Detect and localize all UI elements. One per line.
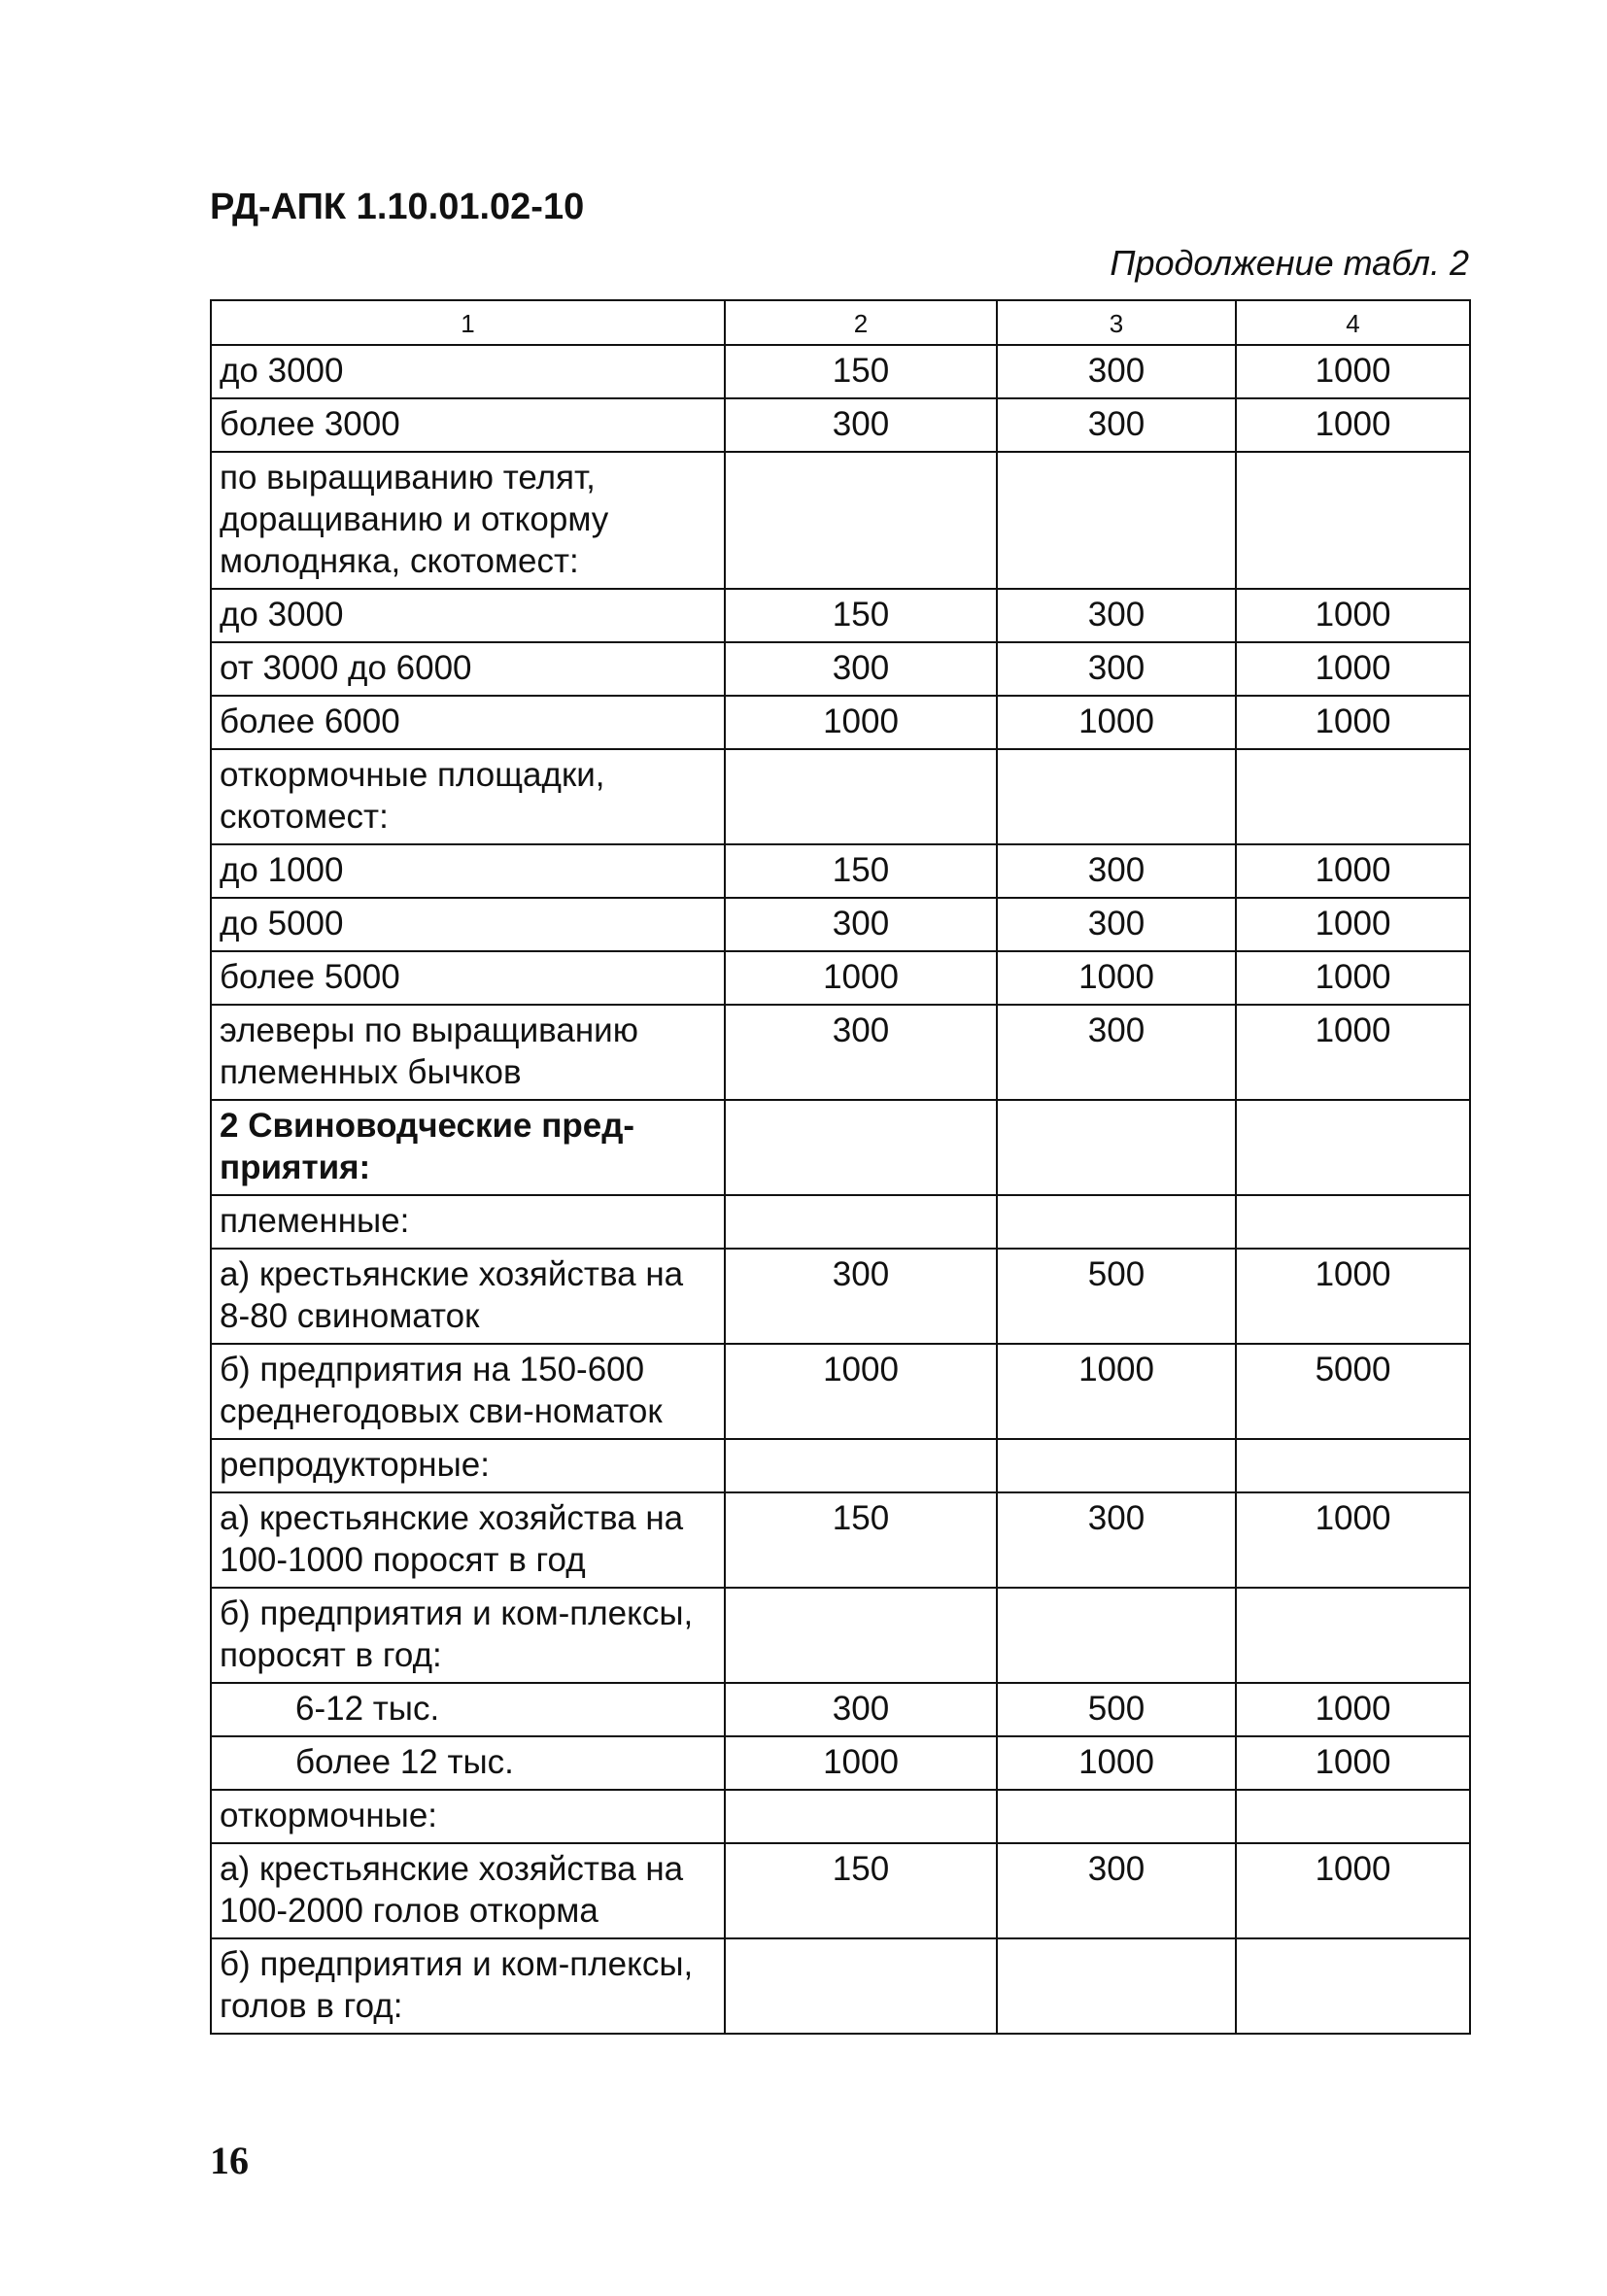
cell-value bbox=[725, 1195, 997, 1249]
table-row bbox=[211, 1439, 1470, 1492]
cell-value: 300 bbox=[997, 1843, 1236, 1938]
cell-value bbox=[997, 1195, 1236, 1249]
table-header-row bbox=[211, 300, 1470, 345]
cell-value: 1000 bbox=[725, 696, 997, 749]
table-continuation-label: Продолжение табл. 2 bbox=[1110, 243, 1469, 283]
cell-value: 150 bbox=[725, 345, 997, 398]
cell-value: 1000 bbox=[997, 696, 1236, 749]
cell-value bbox=[997, 1439, 1236, 1492]
table-row bbox=[211, 1736, 1470, 1790]
row-label: до 3000 bbox=[211, 589, 725, 642]
cell-value: 1000 bbox=[1236, 898, 1470, 951]
row-label: до 5000 bbox=[211, 898, 725, 951]
cell-value: 1000 bbox=[1236, 951, 1470, 1005]
table-row bbox=[211, 1005, 1470, 1100]
cell-value bbox=[1236, 1439, 1470, 1492]
cell-value bbox=[1236, 1195, 1470, 1249]
row-label: до 1000 bbox=[211, 844, 725, 898]
table-row bbox=[211, 898, 1470, 951]
cell-value: 300 bbox=[725, 898, 997, 951]
table-row bbox=[211, 1100, 1470, 1195]
cell-value: 1000 bbox=[725, 1736, 997, 1790]
cell-value bbox=[725, 1938, 997, 2034]
cell-value bbox=[725, 452, 997, 589]
cell-value bbox=[997, 1100, 1236, 1195]
cell-value: 300 bbox=[997, 844, 1236, 898]
cell-value bbox=[725, 1588, 997, 1683]
cell-value: 1000 bbox=[725, 1344, 997, 1439]
cell-value bbox=[725, 1790, 997, 1843]
table-row bbox=[211, 642, 1470, 696]
column-header-3: 3 bbox=[997, 300, 1236, 345]
cell-value: 150 bbox=[725, 844, 997, 898]
row-label: более 6000 bbox=[211, 696, 725, 749]
cell-value: 1000 bbox=[1236, 696, 1470, 749]
table-row bbox=[211, 1588, 1470, 1683]
cell-value: 300 bbox=[997, 345, 1236, 398]
row-label: а) крестьянские хозяйства на 100-1000 поросят в год bbox=[211, 1492, 725, 1588]
cell-value bbox=[997, 452, 1236, 589]
table-row bbox=[211, 398, 1470, 452]
table-row bbox=[211, 452, 1470, 589]
cell-value: 1000 bbox=[997, 1736, 1236, 1790]
cell-value: 300 bbox=[997, 1492, 1236, 1588]
row-label: более 5000 bbox=[211, 951, 725, 1005]
cell-value: 300 bbox=[725, 1249, 997, 1344]
cell-value: 1000 bbox=[997, 951, 1236, 1005]
row-label: 6-12 тыс. bbox=[211, 1683, 725, 1736]
table-row bbox=[211, 1344, 1470, 1439]
row-label: а) крестьянские хозяйства на 8-80 свиноматок bbox=[211, 1249, 725, 1344]
row-label: элеверы по выращиванию племенных бычков bbox=[211, 1005, 725, 1100]
cell-value: 1000 bbox=[1236, 398, 1470, 452]
column-header-4: 4 bbox=[1236, 300, 1470, 345]
cell-value bbox=[1236, 452, 1470, 589]
cell-value: 1000 bbox=[997, 1344, 1236, 1439]
cell-value bbox=[997, 1588, 1236, 1683]
table-row bbox=[211, 1683, 1470, 1736]
table-row bbox=[211, 1492, 1470, 1588]
cell-value: 1000 bbox=[725, 951, 997, 1005]
table-row bbox=[211, 951, 1470, 1005]
row-label: племенные: bbox=[211, 1195, 725, 1249]
row-label: откормочные площадки, скотомест: bbox=[211, 749, 725, 844]
column-header-1: 1 bbox=[211, 300, 725, 345]
row-label: от 3000 до 6000 bbox=[211, 642, 725, 696]
cell-value: 1000 bbox=[1236, 345, 1470, 398]
cell-value: 300 bbox=[997, 1005, 1236, 1100]
cell-value bbox=[1236, 749, 1470, 844]
cell-value: 5000 bbox=[1236, 1344, 1470, 1439]
cell-value: 1000 bbox=[1236, 1736, 1470, 1790]
row-label: до 3000 bbox=[211, 345, 725, 398]
row-label: откормочные: bbox=[211, 1790, 725, 1843]
cell-value: 300 bbox=[997, 898, 1236, 951]
cell-value: 150 bbox=[725, 589, 997, 642]
row-label: более 3000 bbox=[211, 398, 725, 452]
row-label: б) предприятия и ком-плексы, поросят в год: bbox=[211, 1588, 725, 1683]
cell-value: 300 bbox=[725, 1683, 997, 1736]
cell-value bbox=[1236, 1938, 1470, 2034]
cell-value: 1000 bbox=[1236, 642, 1470, 696]
cell-value bbox=[725, 749, 997, 844]
norms-table bbox=[210, 299, 1471, 2035]
row-label: б) предприятия и ком-плексы, голов в год: bbox=[211, 1938, 725, 2034]
cell-value: 150 bbox=[725, 1843, 997, 1938]
table-row bbox=[211, 844, 1470, 898]
cell-value: 500 bbox=[997, 1249, 1236, 1344]
table-row bbox=[211, 1843, 1470, 1938]
cell-value bbox=[997, 749, 1236, 844]
table-row bbox=[211, 345, 1470, 398]
column-header-2: 2 bbox=[725, 300, 997, 345]
cell-value: 300 bbox=[725, 398, 997, 452]
cell-value bbox=[725, 1100, 997, 1195]
cell-value: 300 bbox=[725, 642, 997, 696]
table-row bbox=[211, 1195, 1470, 1249]
row-label: а) крестьянские хозяйства на 100-2000 голов откорма bbox=[211, 1843, 725, 1938]
cell-value: 1000 bbox=[1236, 1005, 1470, 1100]
cell-value: 500 bbox=[997, 1683, 1236, 1736]
row-label: б) предприятия на 150-600 среднегодовых сви-номаток bbox=[211, 1344, 725, 1439]
cell-value: 150 bbox=[725, 1492, 997, 1588]
cell-value: 1000 bbox=[1236, 844, 1470, 898]
cell-value: 300 bbox=[997, 398, 1236, 452]
table-row bbox=[211, 749, 1470, 844]
cell-value: 300 bbox=[997, 642, 1236, 696]
table-row bbox=[211, 1249, 1470, 1344]
cell-value: 1000 bbox=[1236, 1492, 1470, 1588]
table-row bbox=[211, 1790, 1470, 1843]
cell-value bbox=[997, 1790, 1236, 1843]
row-label: по выращиванию телят, доращиванию и откорму молодняка, скотомест: bbox=[211, 452, 725, 589]
document-code: РД-АПК 1.10.01.02-10 bbox=[210, 187, 585, 227]
cell-value bbox=[1236, 1100, 1470, 1195]
cell-value bbox=[1236, 1588, 1470, 1683]
cell-value: 300 bbox=[725, 1005, 997, 1100]
table-row bbox=[211, 589, 1470, 642]
section-heading: 2 Свиноводческие пред-приятия: bbox=[211, 1100, 725, 1195]
row-label: более 12 тыс. bbox=[211, 1736, 725, 1790]
row-label: репродукторные: bbox=[211, 1439, 725, 1492]
table-row bbox=[211, 1938, 1470, 2034]
cell-value: 300 bbox=[997, 589, 1236, 642]
cell-value bbox=[725, 1439, 997, 1492]
cell-value bbox=[997, 1938, 1236, 2034]
table-row bbox=[211, 696, 1470, 749]
cell-value: 1000 bbox=[1236, 1683, 1470, 1736]
page-number: 16 bbox=[210, 2139, 249, 2182]
cell-value bbox=[1236, 1790, 1470, 1843]
cell-value: 1000 bbox=[1236, 589, 1470, 642]
cell-value: 1000 bbox=[1236, 1843, 1470, 1938]
cell-value: 1000 bbox=[1236, 1249, 1470, 1344]
